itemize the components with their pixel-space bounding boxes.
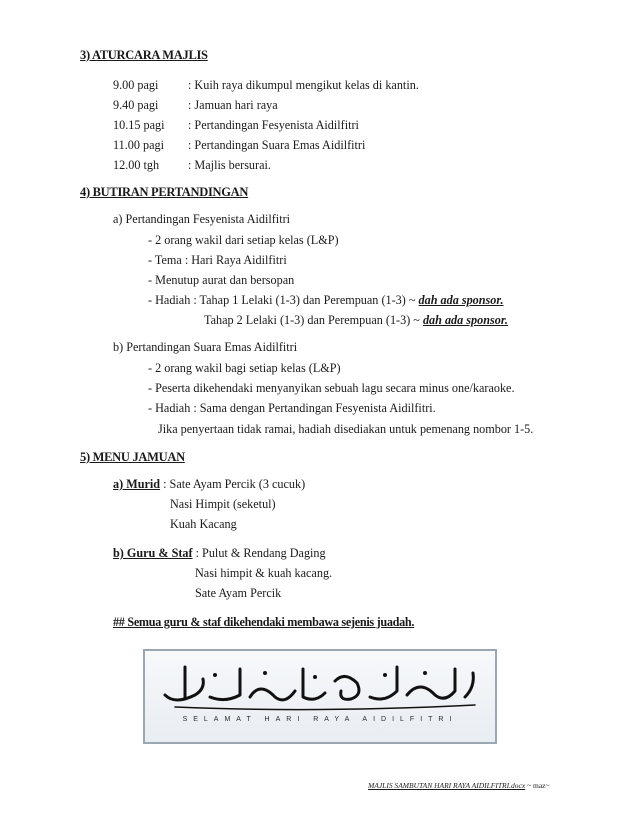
schedule-desc: : Majlis bersurai. bbox=[188, 158, 271, 172]
menu-item: Nasi himpit & kuah kacang. bbox=[195, 566, 333, 580]
menu-item: Sate Ayam Percik bbox=[195, 586, 282, 600]
contest-a-title: a) Pertandingan Fesyenista Aidilfitri bbox=[113, 212, 291, 226]
contest-a-item: - Tema : Hari Raya Aidilfitri bbox=[148, 253, 287, 267]
contest-a-item: - 2 orang wakil dari setiap kelas (L&P) bbox=[148, 233, 339, 247]
schedule-row bbox=[113, 158, 271, 173]
schedule-time: 9.40 pagi bbox=[113, 98, 159, 112]
prize-text: Tahap 2 Lelaki (1-3) dan Perempuan (1-3) ~ bbox=[204, 313, 423, 327]
schedule-desc: : Jamuan hari raya bbox=[188, 98, 278, 112]
contest-a-item: - Menutup aurat dan bersopan bbox=[148, 273, 295, 287]
contest-b-title: b) Pertandingan Suara Emas Aidilfitri bbox=[113, 340, 298, 354]
schedule-time: 12.00 tgh bbox=[113, 158, 160, 172]
murid-label: a) Murid bbox=[113, 477, 161, 491]
guru-label: b) Guru & Staf bbox=[113, 546, 193, 560]
schedule-time: 9.00 pagi bbox=[113, 78, 159, 92]
sponsor-note: dah ada sponsor. bbox=[418, 293, 504, 307]
menu-item: Nasi Himpit (seketul) bbox=[170, 497, 276, 511]
prize-text: - Hadiah : Tahap 1 Lelaki (1-3) dan Perempuan (1-3) ~ bbox=[148, 293, 419, 307]
eid-calligraphy-logo-icon bbox=[145, 651, 495, 742]
banner-text: SELAMAT HARI RAYA AIDILFITRI bbox=[182, 716, 458, 723]
schedule-desc: : Kuih raya dikumpul mengikut kelas di kantin. bbox=[188, 78, 419, 92]
menu-item: Kuah Kacang bbox=[170, 517, 237, 531]
eid-banner bbox=[143, 649, 497, 744]
contest-b-item: - Hadiah : Sama dengan Pertandingan Fesyenista Aidilfitri. bbox=[148, 401, 436, 415]
schedule-time: 10.15 pagi bbox=[113, 118, 165, 132]
section-5-heading: 5) MENU JAMUAN bbox=[80, 450, 185, 464]
schedule-row bbox=[113, 118, 359, 133]
footer-suffix: ~ maz~ bbox=[525, 781, 550, 790]
schedule-desc: : Pertandingan Fesyenista Aidilfitri bbox=[188, 118, 359, 132]
schedule-row bbox=[113, 78, 419, 93]
contest-a-prize-2 bbox=[204, 313, 508, 328]
schedule-desc: : Pertandingan Suara Emas Aidilfitri bbox=[188, 138, 366, 152]
page-footer bbox=[368, 781, 550, 790]
contest-b-item: - Peserta dikehendaki menyanyikan sebuah lagu secara minus one/karaoke. bbox=[148, 381, 515, 395]
contest-b-item: - 2 orang wakil bagi setiap kelas (L&P) bbox=[148, 361, 341, 375]
contest-a-prize-1 bbox=[148, 293, 504, 308]
menu-murid-row bbox=[113, 477, 305, 492]
footer-filename: MAJLIS SAMBUTAN HARI RAYA AIDILFITRI.docx bbox=[368, 781, 526, 790]
schedule-row bbox=[113, 138, 365, 153]
section-4-heading: 4) BUTIRAN PERTANDINGAN bbox=[80, 185, 249, 199]
schedule-time: 11.00 pagi bbox=[113, 138, 164, 152]
schedule-row bbox=[113, 98, 278, 113]
contest-b-note: Jika penyertaan tidak ramai, hadiah disediakan untuk pemenang nombor 1-5. bbox=[158, 422, 534, 436]
menu-note: ## Semua guru & staf dikehendaki membawa sejenis juadah. bbox=[113, 615, 415, 629]
menu-item: : Pulut & Rendang Daging bbox=[195, 546, 326, 560]
menu-guru-row bbox=[113, 546, 326, 561]
menu-item: : Sate Ayam Percik (3 cucuk) bbox=[163, 477, 306, 491]
sponsor-note: dah ada sponsor. bbox=[422, 313, 508, 327]
section-3-heading: 3) ATURCARA MAJLIS bbox=[80, 48, 208, 62]
